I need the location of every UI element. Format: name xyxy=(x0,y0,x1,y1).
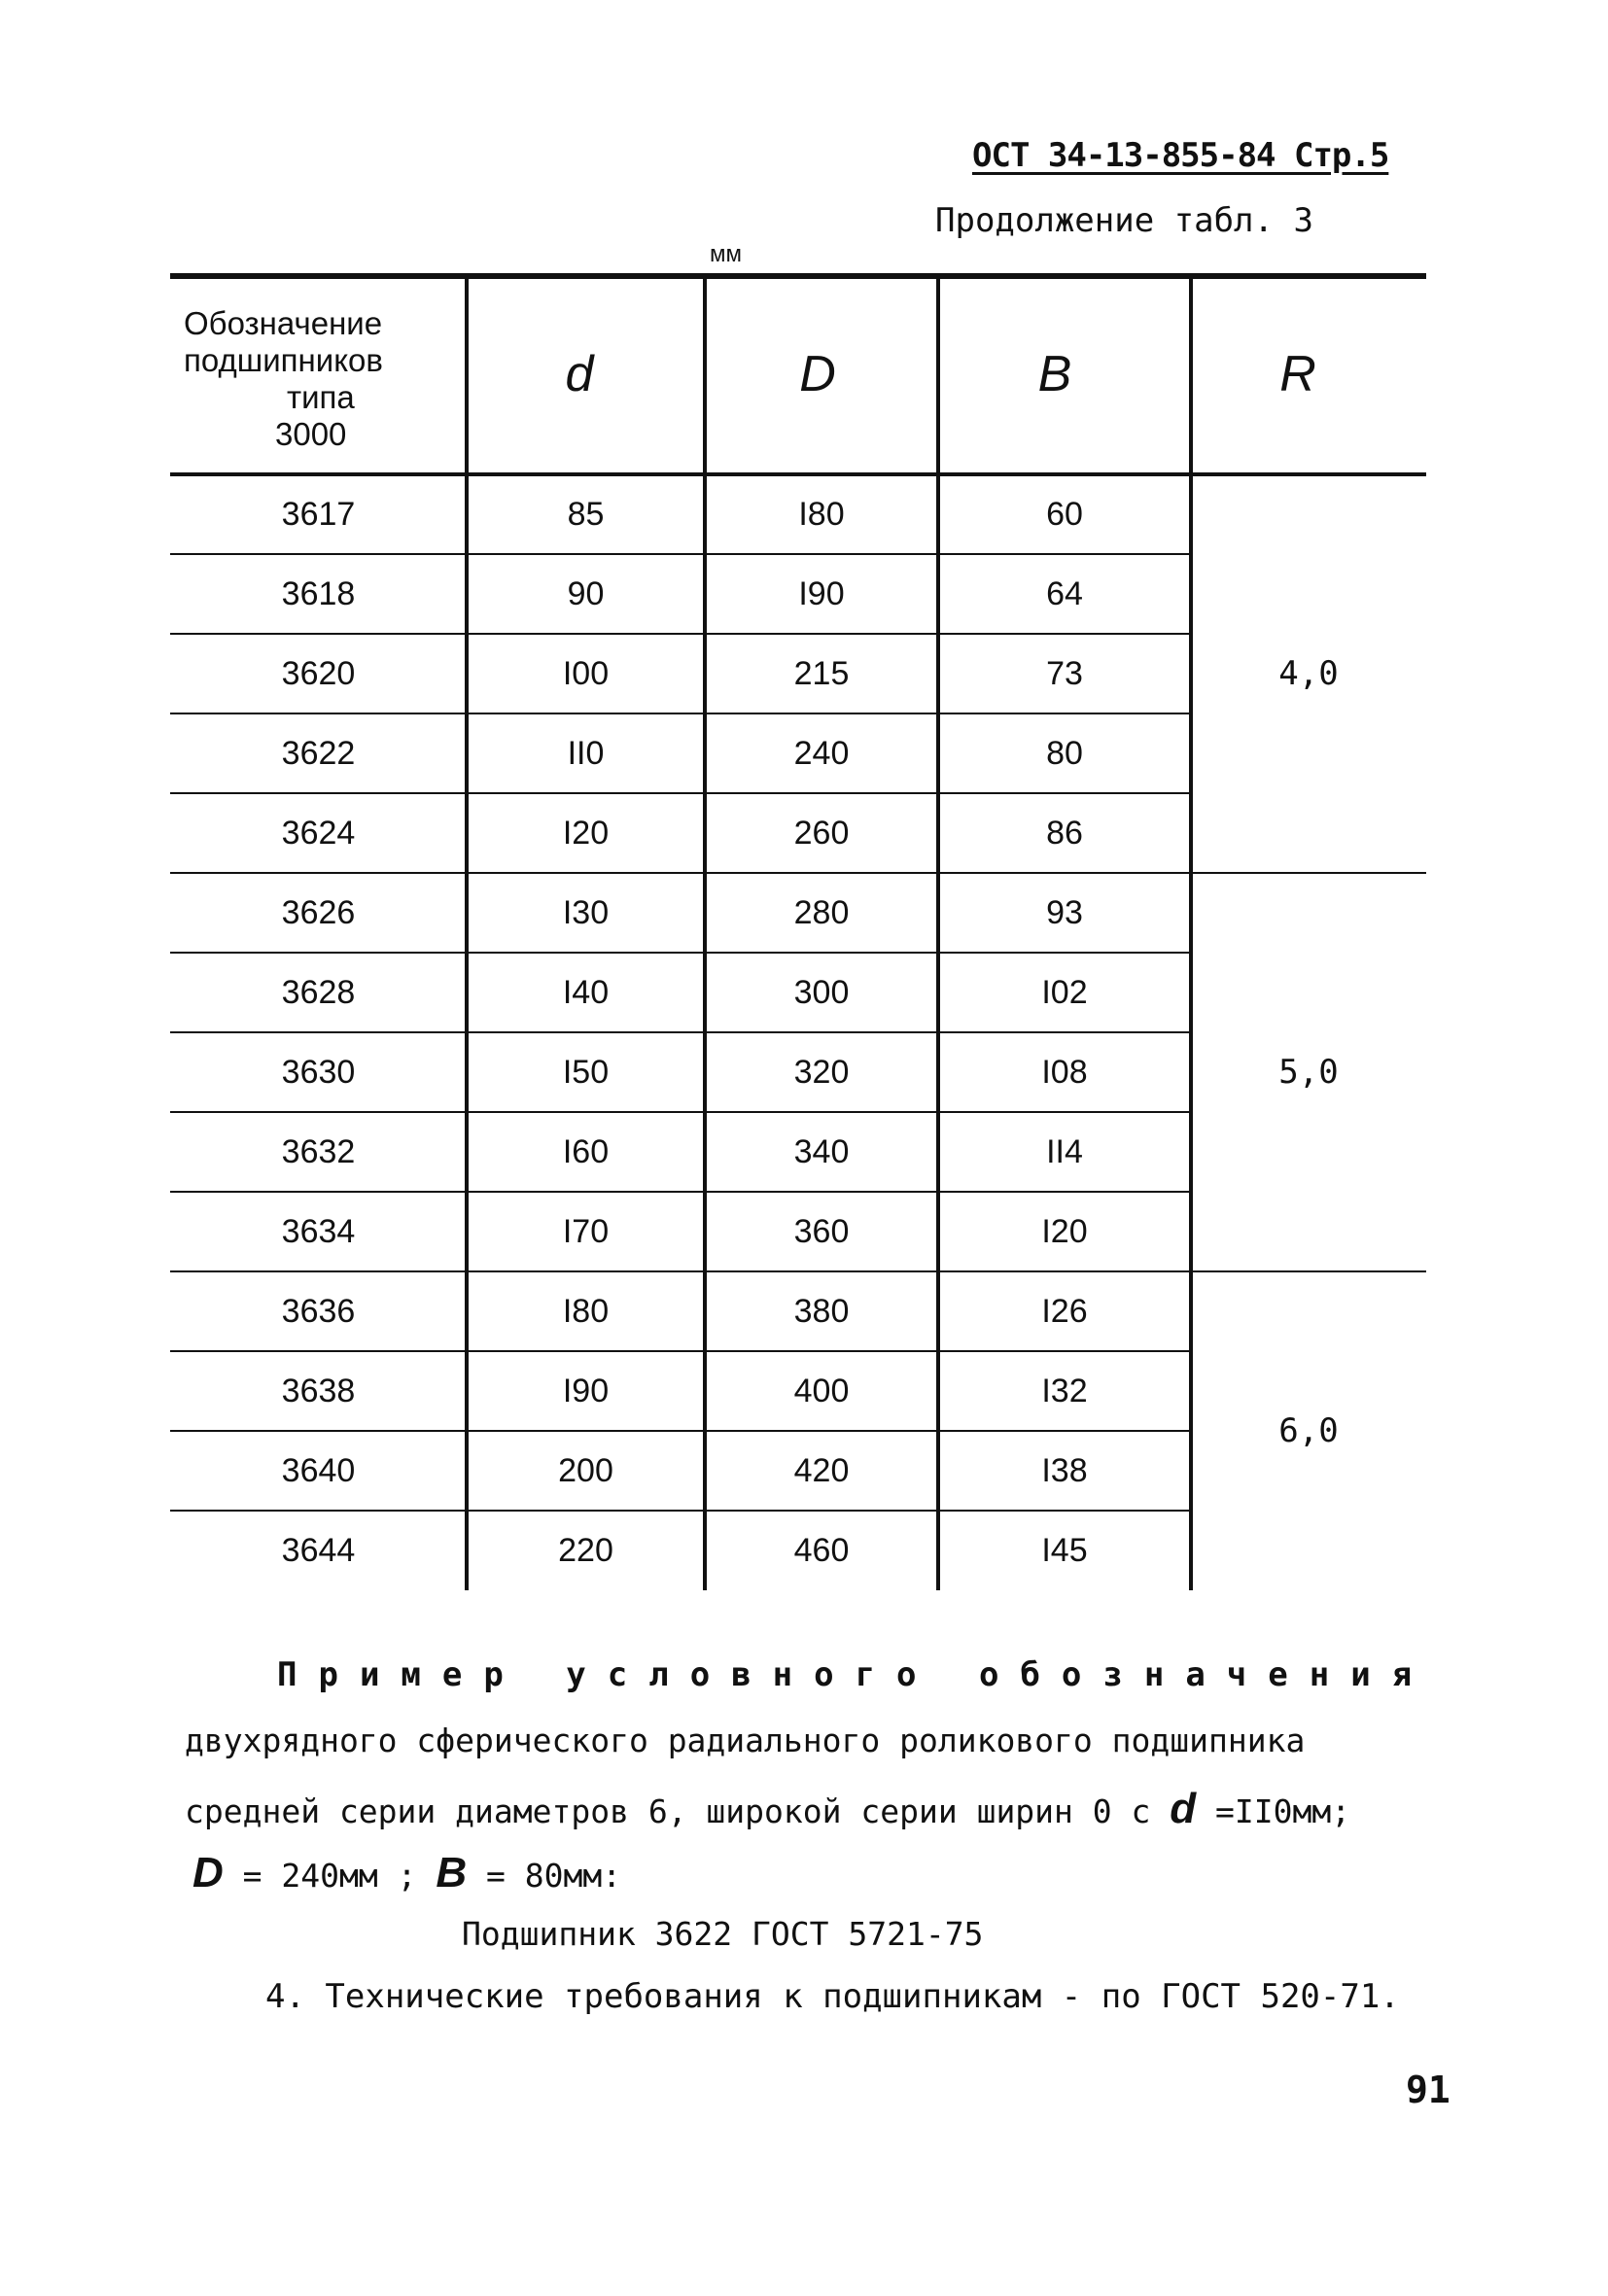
dimension-cell: 460 xyxy=(793,1531,850,1569)
dimension-cell: I20 xyxy=(1041,1212,1088,1250)
designation-cell: 3638 xyxy=(281,1372,356,1409)
designation-column-header xyxy=(184,305,456,453)
dimension-cell: 90 xyxy=(567,574,605,612)
dimension-cell: I90 xyxy=(798,574,845,612)
designation-cell: 3617 xyxy=(281,495,356,533)
designation-cell: 3644 xyxy=(281,1531,356,1569)
dimension-cell: I80 xyxy=(798,495,845,533)
example-B-value: = 80мм: xyxy=(486,1857,622,1895)
example-line-2 xyxy=(185,1785,1350,1833)
radius-cell: 6,0 xyxy=(1278,1411,1339,1450)
dimension-cell: 220 xyxy=(558,1531,613,1569)
example-line-3 xyxy=(192,1849,621,1897)
designation-cell: 3622 xyxy=(281,734,356,772)
example-D-value: = 240мм ; xyxy=(242,1857,417,1895)
radius-cell: 4,0 xyxy=(1278,654,1339,693)
radius-cell: 5,0 xyxy=(1278,1053,1339,1092)
dimension-cell: I02 xyxy=(1041,973,1088,1011)
designation-header-line: подшипников xyxy=(184,342,383,378)
dimension-cell: 240 xyxy=(793,734,850,772)
technical-requirements: 4. Технические требования к подшипникам - по ГОСТ 520-71. xyxy=(265,1977,1400,2016)
dimension-cell: I32 xyxy=(1041,1372,1088,1409)
dimension-cell: 86 xyxy=(1046,814,1083,852)
designation-header-line: 3000 xyxy=(275,416,347,452)
symbol-B: B xyxy=(436,1849,468,1896)
document-code: ОСТ 34-13-855-84 Стр.5 xyxy=(972,136,1389,175)
header-D: D xyxy=(799,346,836,402)
dimension-cell: I50 xyxy=(562,1053,610,1091)
designation-cell: 3620 xyxy=(281,654,356,692)
dimension-cell: 400 xyxy=(793,1372,850,1409)
example-d-value: =II0мм; xyxy=(1215,1792,1351,1830)
dimension-cell: 340 xyxy=(793,1132,850,1170)
dimension-cell: 320 xyxy=(793,1053,850,1091)
dimension-cell: 360 xyxy=(793,1212,850,1250)
bearing-dimensions-table xyxy=(170,272,1426,1599)
dimension-cell: 300 xyxy=(793,973,850,1011)
dimension-cell: I38 xyxy=(1041,1451,1088,1489)
symbol-D: D xyxy=(192,1849,224,1896)
designation-cell: 3618 xyxy=(281,574,356,612)
dimension-cell: 380 xyxy=(793,1292,850,1330)
designation-header-line: Обозначение xyxy=(184,305,383,341)
dimension-cell: I08 xyxy=(1041,1053,1088,1091)
dimension-cell: I30 xyxy=(562,893,610,931)
dimension-cell: I45 xyxy=(1041,1531,1088,1569)
dimension-cell: 64 xyxy=(1046,574,1083,612)
dimension-cell: 200 xyxy=(558,1451,613,1489)
dimension-cell: 93 xyxy=(1046,893,1083,931)
dimension-cell: 80 xyxy=(1046,734,1083,772)
dimension-cell: I60 xyxy=(562,1132,610,1170)
dimension-cell: I40 xyxy=(562,973,610,1011)
example-designation: Подшипник 3622 ГОСТ 5721-75 xyxy=(462,1915,984,1953)
units-label: мм xyxy=(710,241,742,267)
designation-cell: 3624 xyxy=(281,814,356,852)
header-B: B xyxy=(1037,346,1072,402)
dimension-cell: 215 xyxy=(793,654,850,692)
dimension-cell: I26 xyxy=(1041,1292,1088,1330)
page-number: 91 xyxy=(1406,2069,1451,2111)
dimension-cell: I70 xyxy=(562,1212,610,1250)
table-continuation-label: Продолжение табл. 3 xyxy=(935,201,1313,240)
dimension-cell: I90 xyxy=(562,1372,610,1409)
dimension-cell: I20 xyxy=(562,814,610,852)
symbol-d: d xyxy=(1170,1785,1197,1832)
dimension-cell: II0 xyxy=(567,734,605,772)
designation-header-line: типа xyxy=(287,379,355,415)
header-R: R xyxy=(1279,346,1316,402)
example-line-2-text: средней серии диаметров 6, широкой серии ширин 0 с xyxy=(185,1792,1151,1830)
dimension-cell: I00 xyxy=(562,654,610,692)
designation-cell: 3632 xyxy=(281,1132,356,1170)
designation-cell: 3626 xyxy=(281,893,356,931)
example-heading: Пример условного обозначения xyxy=(277,1655,1434,1694)
designation-cell: 3628 xyxy=(281,973,356,1011)
dimension-cell: II4 xyxy=(1046,1132,1083,1170)
dimension-cell: 260 xyxy=(793,814,850,852)
designation-cell: 3630 xyxy=(281,1053,356,1091)
header-d: d xyxy=(565,346,594,402)
dimension-cell: I80 xyxy=(562,1292,610,1330)
dimension-cell: 73 xyxy=(1046,654,1083,692)
designation-cell: 3634 xyxy=(281,1212,356,1250)
dimension-cell: 85 xyxy=(567,495,605,533)
designation-cell: 3640 xyxy=(281,1451,356,1489)
dimension-cell: 280 xyxy=(793,893,850,931)
designation-cell: 3636 xyxy=(281,1292,356,1330)
dimension-cell: 420 xyxy=(793,1451,850,1489)
example-line-1: двухрядного сферического радиального роликового подшипника xyxy=(185,1722,1306,1759)
dimension-cell: 60 xyxy=(1046,495,1083,533)
